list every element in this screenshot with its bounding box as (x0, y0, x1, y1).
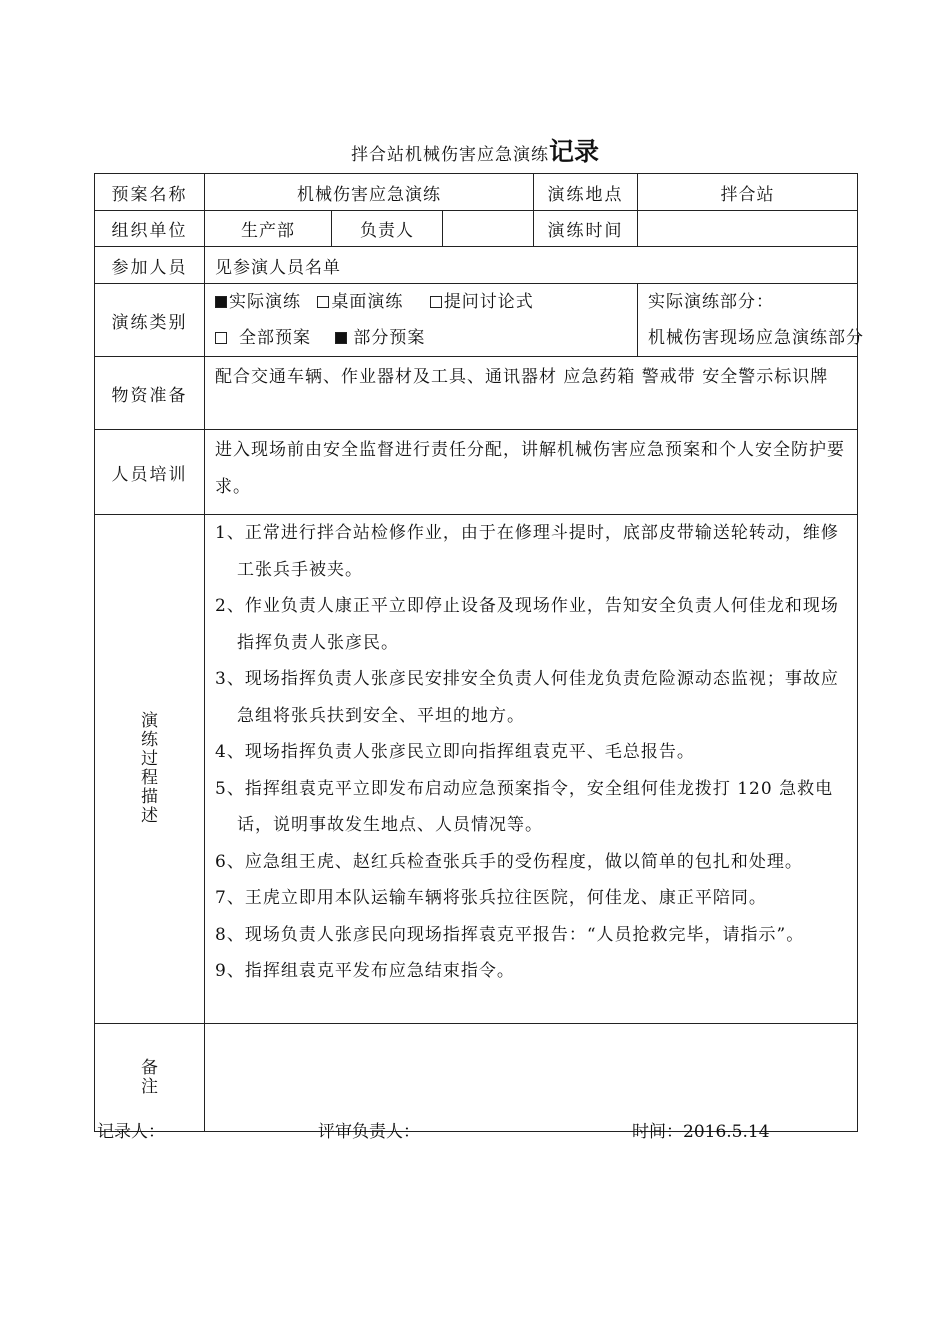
option-discussion: 提问讨论式 (443, 292, 534, 312)
actual-part-cell (638, 284, 865, 357)
category-line-1 (215, 284, 629, 320)
remarks-label-char: 注 (141, 1076, 158, 1097)
row-remarks (95, 1024, 858, 1132)
drill-record-table (94, 173, 865, 1132)
materials-label: 物资准备 (95, 357, 205, 430)
title-main: 拌合站机械伤害应急演练 (350, 145, 549, 165)
document-title (0, 134, 950, 173)
row-training (95, 430, 858, 515)
training-value: 进入现场前由安全监督进行责任分配，讲解机械伤害应急预案和个人安全防护要求。 (215, 440, 845, 497)
category-line-2 (215, 320, 629, 356)
participants-label: 参加人员 (95, 247, 205, 284)
row-participants (95, 247, 858, 284)
process-label (95, 515, 205, 1024)
process-label-char: 练 (141, 730, 158, 750)
materials-value: 配合交通车辆、作业器材及工具、通讯器材 应急药箱 警戒带 安全警示标识牌 (215, 367, 829, 387)
option-actual-drill: 实际演练 (229, 292, 301, 312)
remarks-value (205, 1024, 858, 1132)
process-label-char: 过 (141, 749, 158, 769)
row-plan-name (95, 174, 858, 211)
time-label: 演练时间 (534, 211, 638, 247)
remarks-label (95, 1024, 205, 1132)
location-value: 拌合站 (638, 174, 858, 211)
process-step: 3、现场指挥负责人张彦民安排安全负责人何佳龙负责危险源动态监视；事故应急组将张兵扶到安全、平坦的地方。 (215, 669, 839, 726)
process-label-char: 描 (141, 787, 158, 807)
org-label: 组织单位 (95, 211, 205, 247)
record-time: 时间：2016.5.14 (632, 1122, 770, 1142)
process-label-char: 程 (141, 768, 158, 788)
plan-name-label: 预案名称 (95, 174, 205, 211)
leader-label: 负责人 (332, 211, 443, 247)
remarks-label-char: 备 (141, 1057, 158, 1078)
actual-part-value: 机械伤害现场应急演练部分 (648, 328, 865, 348)
process-step: 8、现场负责人张彦民向现场指挥袁克平报告：“人员抢救完毕，请指示”。 (215, 924, 805, 945)
process-step: 7、王虎立即用本队运输车辆将张兵拉往医院，何佳龙、康正平陪同。 (215, 888, 767, 908)
training-label: 人员培训 (95, 430, 205, 515)
org-value: 生产部 (205, 211, 332, 247)
row-category (95, 284, 858, 357)
participants-value: 见参演人员名单 (205, 247, 858, 284)
checkbox-empty-icon (215, 332, 227, 344)
option-full-plan: 全部预案 (239, 328, 311, 348)
row-materials (95, 357, 858, 430)
actual-part-label: 实际演练部分： (648, 292, 775, 312)
training-cell (205, 430, 858, 515)
recorder-label: 记录人： (97, 1122, 165, 1142)
row-organization (95, 211, 858, 247)
checkbox-checked-icon (215, 296, 227, 308)
checkbox-empty-icon (430, 296, 442, 308)
option-partial-plan: 部分预案 (353, 328, 426, 348)
process-step: 4、现场指挥负责人张彦民立即向指挥组袁克平、毛总报告。 (215, 742, 695, 762)
process-step: 2、作业负责人康正平立即停止设备及现场作业，告知安全负责人何佳龙和现场指挥负责人张彦民。 (215, 596, 839, 653)
category-label: 演练类别 (95, 284, 205, 357)
option-desktop-drill: 桌面演练 (331, 292, 404, 312)
process-steps (205, 515, 858, 1024)
materials-cell (205, 357, 858, 430)
process-step: 1、正常进行拌合站检修作业，由于在修理斗提时，底部皮带输送轮转动，维修工张兵手被夹。 (215, 523, 839, 580)
plan-name-value: 机械伤害应急演练 (205, 174, 534, 211)
time-value (638, 211, 858, 247)
process-label-char: 演 (141, 711, 158, 731)
process-step: 9、指挥组袁克平发布应急结束指令。 (215, 961, 515, 981)
leader-value (443, 211, 534, 247)
row-process (95, 515, 858, 1024)
location-label: 演练地点 (534, 174, 638, 211)
process-step: 6、应急组王虎、赵红兵检查张兵手的受伤程度，做以简单的包扎和处理。 (215, 851, 803, 872)
reviewer-label: 评审负责人： (318, 1122, 420, 1142)
checkbox-empty-icon (317, 296, 329, 308)
process-step: 5、指挥组袁克平立即发布启动应急预案指令，安全组何佳龙拨打 120 急救电话，说明事故发生地点、人员情况等。 (215, 778, 834, 835)
checkbox-checked-icon (335, 332, 347, 344)
process-label-char: 述 (141, 806, 158, 826)
category-options (205, 284, 638, 357)
title-emphasis: 记录 (548, 137, 599, 166)
